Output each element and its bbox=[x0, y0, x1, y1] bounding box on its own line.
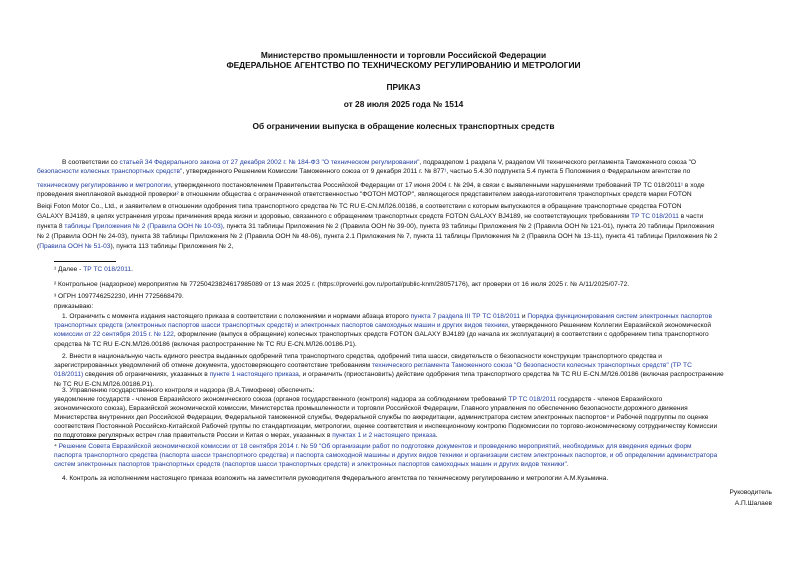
doc-title: Об ограничении выпуска в обращение колесных транспортных средств bbox=[252, 121, 555, 131]
text-run: ¹ Далее - bbox=[54, 266, 84, 273]
text-run: , частью 5.4.30 подпункта 5.4 пункта 5 Положения о Федеральном агентстве по bbox=[446, 168, 691, 175]
item3-line bbox=[54, 431, 774, 440]
text-run: ² Контрольное (надзорное) мероприятие № 77250423824617985089 от 13 мая 2025 г. (https://proverki.gov.ru/portal/public-knm/28057176), акт проверки от 16 июля 2025 г. № А/11/2025/07-72. bbox=[54, 281, 630, 288]
document-link[interactable]: комиссии от 22 сентября 2015 г. № 122 bbox=[54, 331, 174, 338]
signer-name: А.П.Шалаев bbox=[734, 500, 772, 507]
para1-line bbox=[37, 222, 772, 231]
document-link[interactable]: безопасности колесных транспортных средств" bbox=[37, 168, 183, 175]
footnote-divider-2 bbox=[54, 439, 116, 440]
text-run: пункта 8 bbox=[37, 223, 65, 230]
ministry-name: Министерство промышленности и торговли Российской Федерации bbox=[260, 50, 547, 60]
item1-line bbox=[54, 340, 774, 349]
text-run: № 2 (Правила ООН № 24-03), пункта 38 таблицы Приложения № 2 (Правила ООН № 48-06), пункта 2.1 Приложения № 7, пункта 11 таблицы Приложения № 2 (Правила ООН № 13-11), пункта 41 таблицы Приложения № 2 bbox=[37, 233, 718, 240]
document-link[interactable]: ТР ТС 018/2011 bbox=[631, 213, 679, 220]
text-run: соответствия Постоянной Российско-Китайской Рабочей группы по стандартизации, метрологии, оценке соответствия и инспекционному контролю Подкомиссии по торгово-экономическому сотрудничеству Комиссии bbox=[54, 423, 718, 430]
text-run: экономического союза), Евразийской экономической комиссии, Министерства промышленности и торговли Российской Федерации, Главного управления по обеспечению безопасности дорожного движения bbox=[54, 405, 688, 412]
footnote4-line bbox=[54, 442, 774, 451]
order-item-4: 4. Контроль за исполнением настоящего приказа возложить на заместителя руководителя Федерального агентства по техническому регулированию и метрологии А.М.Кузьмина. bbox=[62, 475, 609, 482]
text-run: Beiqi Foton Motor Co., Ltd., и заявителем в отношении одобрения типа транспортного средства № ТС RU E-CN.МЛ26.00186, в соответствии с которым выпускаются в обращение транспортные средства FOTON bbox=[37, 203, 682, 210]
item3-line bbox=[54, 422, 774, 431]
para1-line bbox=[62, 158, 772, 167]
document-link[interactable]: 018/2011) bbox=[54, 371, 84, 378]
text-run: ⁴ bbox=[54, 443, 59, 450]
text-run: . bbox=[131, 266, 133, 273]
footnote4-line bbox=[54, 451, 774, 460]
footnotes-line bbox=[54, 265, 774, 274]
item2-line bbox=[62, 352, 774, 361]
text-run: , пункта 31 таблицы Приложения № 2 (Правила ООН № 39-00), пункта 93 таблицы Приложения № 2 (Правила ООН № 121-01), пункта 20 таблицы Приложения bbox=[222, 223, 715, 230]
text-run: зарегистрированных уведомлений об отмене документа, удостоверяющего соответствие требованиям bbox=[54, 362, 372, 369]
para1-line bbox=[37, 190, 772, 199]
item3-line bbox=[62, 386, 774, 395]
item1-line bbox=[54, 321, 774, 330]
text-run: средства № ТС RU E-CN.МЛ26.00186 (включая распространение № ТС RU E-CN.МЛ26.00186.Р1). bbox=[54, 341, 357, 348]
document-link[interactable]: паспорта транспортного средства (паспорта шасси транспортного средства) и паспорта самоходной машины и других видов техники и организации систем электронных паспортов, и об определении администратора bbox=[54, 452, 718, 459]
text-run: , утвержденного постановлением Правительства Российской Федерации от 17 июня 2004 г. № 294, в связи с выявленными нарушениями требований ТР ТС 018/2011 bbox=[170, 182, 681, 189]
document-link[interactable]: Порядка функционирования систем электронных паспортов bbox=[527, 313, 712, 320]
para1-line bbox=[37, 242, 772, 251]
text-run: , и ограничить (приостановить) действие одобрения типа транспортного средства № ТС RU E-CN.МЛ26.00186 (включая распространение bbox=[298, 371, 724, 378]
item3-line bbox=[54, 413, 774, 422]
item1-line bbox=[54, 330, 774, 339]
text-run: и Рабочей подгруппы по оценке bbox=[609, 414, 709, 421]
text-run: 1. Ограничить с момента издания настоящего приказа в соответствии с положениями и нормами абзаца второго bbox=[62, 313, 411, 320]
doc-date-number: от 28 июля 2025 года № 1514 bbox=[343, 99, 464, 109]
document-link[interactable]: ¹ bbox=[680, 182, 684, 189]
text-run: ( bbox=[37, 243, 40, 250]
text-run: Министерства внутренних дел Российской Федерации, Федеральной таможенной службы, Федеральной службы по аккредитации, администратора систем электронных паспортов bbox=[54, 414, 607, 421]
text-run: 3. Управлению государственного контроля и надзора (В.А.Тимофеев) обеспечить: bbox=[62, 387, 315, 394]
document-link[interactable]: таблицы Приложения № 2 (Правила ООН № 10-03) bbox=[64, 223, 223, 230]
para1-line bbox=[37, 232, 772, 241]
text-run: . bbox=[435, 432, 438, 439]
para1-line bbox=[37, 212, 772, 221]
document-link[interactable]: транспортных средств (электронных паспортов шасси транспортных средств) и электронных паспортов самоходных машин и других видов техники bbox=[54, 322, 508, 329]
document-link[interactable]: пункте 1 настоящего приказа bbox=[209, 371, 299, 378]
item1-line bbox=[62, 312, 774, 321]
text-run: в части bbox=[678, 213, 704, 220]
agency-name: ФЕДЕРАЛЬНОЕ АГЕНТСТВО ПО ТЕХНИЧЕСКОМУ РЕГУЛИРОВАНИЮ И МЕТРОЛОГИИ bbox=[226, 60, 581, 70]
document-link[interactable]: пунктах 1 и 2 настоящего приказа bbox=[332, 432, 436, 439]
document-link[interactable]: технического регламента Таможенного союза "О безопасности колесных транспортных средств" (ТР ТС bbox=[371, 362, 692, 369]
para1-line bbox=[37, 202, 772, 211]
text-run: , утвержденного Решением Комиссии Таможенного союза от 9 декабря 2011 г. № 877 bbox=[182, 168, 445, 175]
document-link[interactable]: ² bbox=[176, 191, 179, 198]
para1-line bbox=[37, 167, 772, 176]
document-link[interactable]: систем электронных паспортов транспортных средств (паспортов шасси транспортных средств) и электронных паспортов самоходных машин и других видов техники" bbox=[54, 461, 567, 468]
text-run: , подразделом 1 раздела V, разделом VII технического регламента Таможенного союза "О bbox=[419, 159, 697, 166]
text-run: уведомление государств - членов Евразийского экономического союза (органов государственного (контроля) надзора за соблюдением требований bbox=[54, 396, 509, 403]
text-run: в ходе bbox=[683, 182, 705, 189]
footnote4-line bbox=[54, 460, 774, 469]
text-run: по подготовке регулярных встреч глав правительств России и Китая о мерах, указанных в bbox=[54, 432, 333, 439]
doc-type: ПРИКАЗ bbox=[386, 82, 421, 92]
document-link[interactable]: ТР ТС 018/2011 bbox=[83, 266, 132, 273]
document-link[interactable]: Правила ООН № 51-03 bbox=[39, 243, 111, 250]
document-link[interactable]: ¹ bbox=[444, 168, 447, 175]
text-run: № ТС RU E-CN.МЛ26.00186.Р1). bbox=[54, 381, 155, 388]
item2-line bbox=[54, 361, 774, 370]
footnotes-line bbox=[54, 292, 774, 301]
document-link[interactable]: Решение Совета Евразийской экономической комиссии от 18 сентября 2014 г. № 59 "Об организации работ по подготовке документов и проведению мероприятий, необходимых для введения единых форм bbox=[58, 443, 692, 450]
order-word: приказываю: bbox=[54, 303, 94, 310]
footnotes-line bbox=[54, 280, 774, 289]
text-run: и bbox=[520, 313, 528, 320]
document-link[interactable]: статьей 34 Федерального закона от 27 декабря 2002 г. № 184-ФЗ "О техническом регулировании" bbox=[119, 159, 420, 166]
text-run: государств - членов Евразийского bbox=[556, 396, 663, 403]
text-run: ), пункта 113 таблицы Приложения № 2, bbox=[110, 243, 234, 250]
item2-line bbox=[54, 370, 774, 379]
document-link[interactable]: пункта 7 раздела III ТР ТС 018/2011 bbox=[410, 313, 520, 320]
item3-line bbox=[54, 395, 774, 404]
document-link[interactable]: техническому регулированию и метрологии bbox=[37, 182, 171, 189]
item3-line bbox=[54, 404, 774, 413]
text-run: в отношении общества с ограниченной ответственностью "ФОТОН МОТОР", являющегося представителем завода-изготовителя транспортных средств марки FOTON bbox=[178, 191, 692, 198]
text-run: , оформление (выпуск в обращение) колесных транспортных средств FOTON GALAXY BJ4189 (до начала их эксплуатации) в соответствии с одобрением типа транспортного bbox=[173, 331, 709, 338]
para1-line bbox=[37, 181, 772, 190]
text-run: ³ ОГРН 1097746252230, ИНН 7725668479. bbox=[54, 293, 184, 300]
text-run: сведения об ограничениях, указанных в bbox=[83, 371, 210, 378]
text-run: , утвержденного Решением Коллегии Евразийской экономической bbox=[508, 322, 712, 329]
text-run: В соответствии со bbox=[62, 159, 120, 166]
text-run: GALAXY BJ4189, в целях устранения угрозы причинения вреда жизни и здоровью, связанного с обращением транспортных средств FOTON GALAXY BJ4189, не соответствующих требованиям bbox=[37, 213, 632, 220]
document-link[interactable]: ⁴ bbox=[606, 414, 610, 421]
footnote-divider bbox=[54, 261, 116, 262]
text-run: . bbox=[566, 461, 569, 468]
text-run: проведения внеплановой выездной проверки bbox=[37, 191, 177, 198]
text-run: 2. Внести в национальную часть единого реестра выданных одобрений типа транспортного средства, одобрений типа шасси, свидетельств о безопасности конструкции транспортного средства и bbox=[62, 353, 662, 360]
document-link[interactable]: ТР ТС 018/2011 bbox=[508, 396, 557, 403]
signer-role: Руководитель bbox=[729, 489, 772, 496]
